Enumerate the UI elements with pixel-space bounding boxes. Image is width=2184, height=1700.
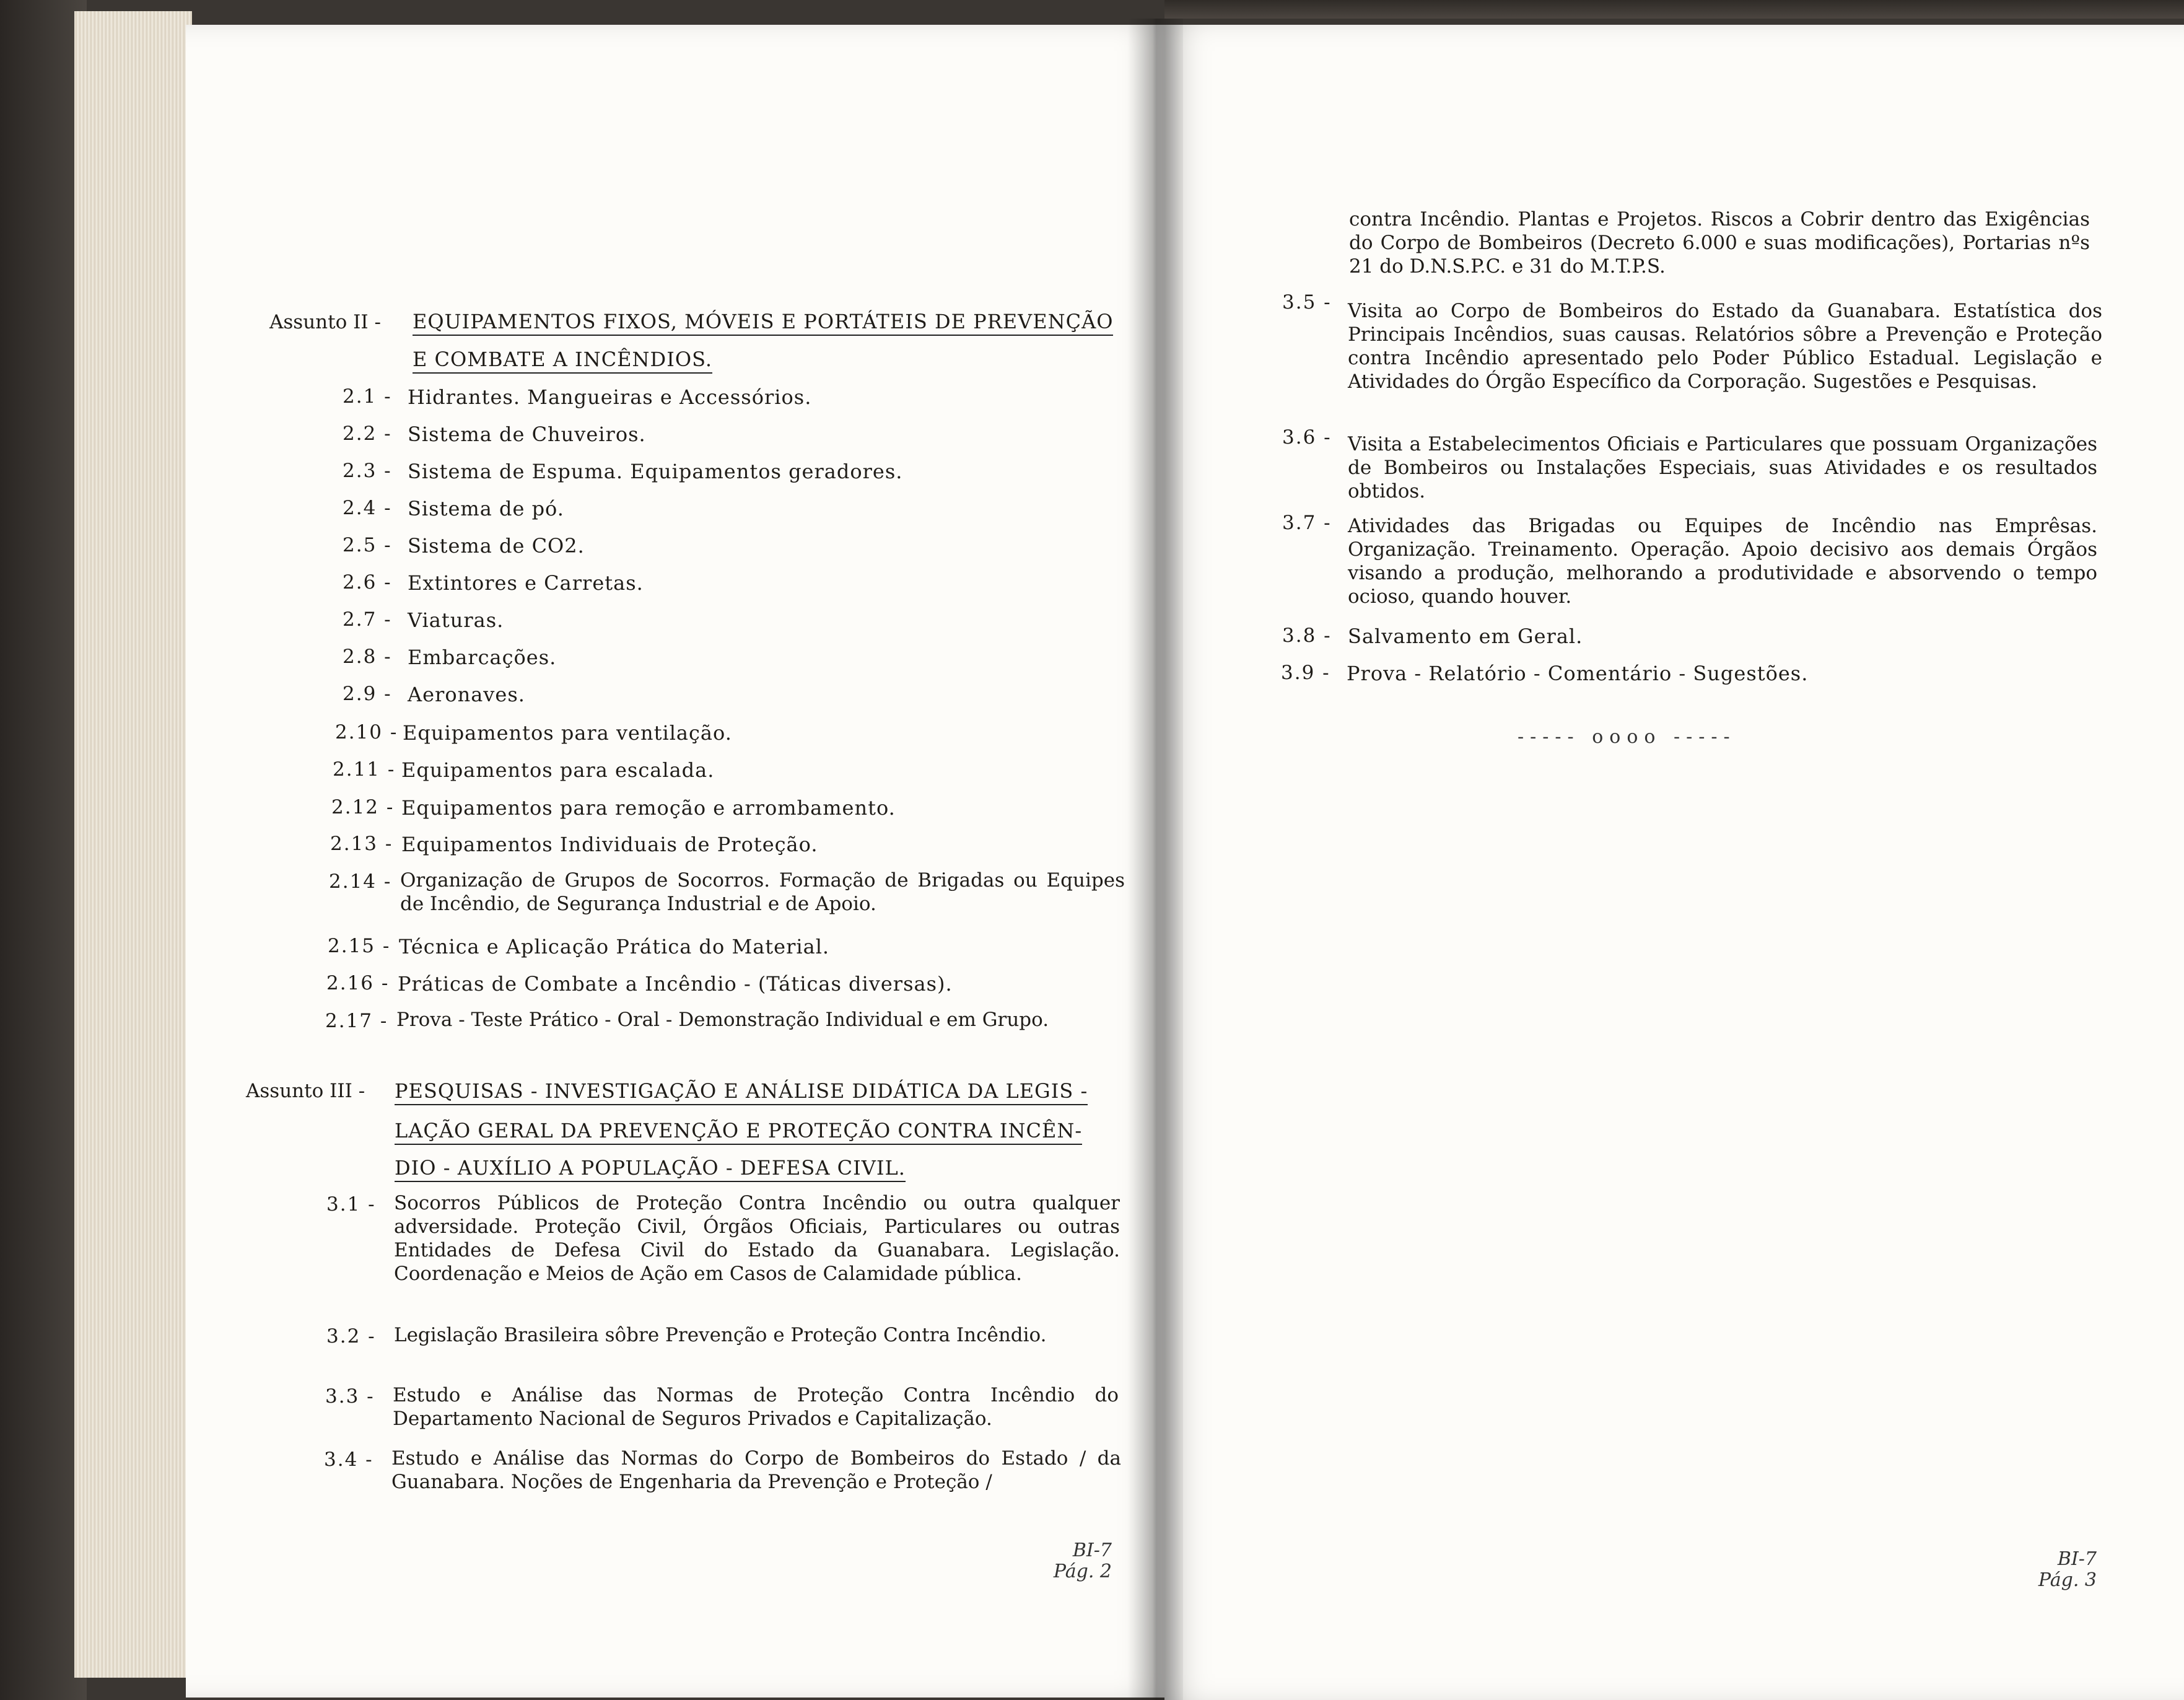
- item-2-3-number: 2.3 -: [343, 460, 392, 482]
- item-2-2-text: Sistema de Chuveiros.: [408, 423, 646, 446]
- item-2-11-number: 2.11 -: [333, 758, 396, 781]
- item-3-2-number: 3.2 -: [326, 1325, 376, 1347]
- item-3-2-text: Legislação Brasileira sôbre Prevenção e Proteção Contra Incêndio.: [394, 1324, 1047, 1346]
- item-3-6-number: 3.6 -: [1282, 426, 1332, 449]
- item-2-5-text: Sistema de CO2.: [408, 534, 585, 558]
- item-2-10-number: 2.10 -: [335, 721, 398, 743]
- continued-text: contra Incêndio. Plantas e Projetos. Riscos a Cobrir dentro das Exigências do Corpo de Bombeiros (Decreto 6.000 e suas modificações), Portarias nºs 21 do D.N.S.P.C. e 31 do M.T.P.S.: [1349, 208, 2090, 278]
- subject-2-title-line-2: E COMBATE A INCÊNDIOS.: [413, 348, 712, 371]
- item-2-4-text: Sistema de pó.: [408, 497, 564, 520]
- item-2-2-number: 2.2 -: [343, 423, 392, 445]
- item-3-8-text: Salvamento em Geral.: [1348, 624, 1583, 648]
- scan-top-border: [1164, 0, 2184, 19]
- item-3-9-number: 3.9 -: [1281, 662, 1330, 684]
- subject-3-title-line-3: DIO - AUXÍLIO A POPULAÇÃO - DEFESA CIVIL.: [395, 1156, 906, 1180]
- item-2-5-number: 2.5 -: [343, 534, 392, 556]
- item-3-3-number: 3.3 -: [325, 1385, 375, 1408]
- item-2-17-text: Prova - Teste Prático - Oral - Demonstração Individual e em Grupo.: [396, 1009, 1049, 1031]
- right-page-code: BI-7: [2057, 1548, 2097, 1570]
- item-2-15-number: 2.15 -: [328, 935, 391, 957]
- left-page-number: Pág. 2: [1053, 1561, 1112, 1582]
- item-2-16-number: 2.16 -: [326, 972, 390, 994]
- item-2-3-text: Sistema de Espuma. Equipamentos geradores.: [408, 460, 903, 483]
- item-2-1-number: 2.1 -: [343, 385, 392, 408]
- item-2-7-text: Viaturas.: [408, 608, 504, 632]
- subject-3-label: Assunto III -: [246, 1080, 365, 1102]
- book-spine-shadow: [1127, 19, 1183, 1700]
- subject-2-title-line-1: EQUIPAMENTOS FIXOS, MÓVEIS E PORTÁTEIS DE PREVENÇÃO: [413, 310, 1113, 333]
- page-edges: [74, 11, 192, 1678]
- item-2-4-number: 2.4 -: [343, 497, 392, 519]
- section-separator: ----- oooo -----: [1518, 726, 1736, 748]
- item-3-3-text: Estudo e Análise das Normas de Proteção Contra Incêndio do Departamento Nacional de Seguros Privados e Capitalização.: [393, 1384, 1119, 1430]
- item-2-10-text: Equipamentos para ventilação.: [403, 721, 732, 745]
- item-2-14-number: 2.14 -: [329, 870, 392, 893]
- item-2-13-text: Equipamentos Individuais de Proteção.: [401, 833, 818, 856]
- item-2-12-text: Equipamentos para remoção e arrombamento.: [401, 796, 896, 820]
- subject-2-label: Assunto II -: [269, 311, 381, 333]
- item-3-6-text: Visita a Estabelecimentos Oficiais e Particulares que possuam Organizações de Bombeiros ou Instalações Especiais, suas Atividades e os resultados obtidos.: [1348, 433, 2097, 502]
- item-2-7-number: 2.7 -: [343, 608, 392, 631]
- item-2-6-number: 2.6 -: [343, 571, 392, 594]
- subject-3-title-line-1: PESQUISAS - INVESTIGAÇÃO E ANÁLISE DIDÁTICA DA LEGIS -: [395, 1079, 1088, 1103]
- book-edge-shadow: [0, 0, 87, 1700]
- item-2-9-text: Aeronaves.: [408, 683, 525, 706]
- item-3-4-number: 3.4 -: [324, 1448, 373, 1471]
- item-2-15-text: Técnica e Aplicação Prática do Material.: [399, 935, 830, 958]
- item-3-7-text: Atividades das Brigadas ou Equipes de Incêndio nas Emprêsas. Organização. Treinamento. Operação. Apoio decisivo aos demais Órgãos visando a produção, melhorando a produtividade e absorvendo o tempo ocioso, quando houver.: [1348, 515, 2097, 608]
- item-3-7-number: 3.7 -: [1282, 512, 1332, 534]
- item-3-5-number: 3.5 -: [1282, 291, 1332, 313]
- item-2-1-text: Hidrantes. Mangueiras e Accessórios.: [408, 385, 812, 409]
- item-2-11-text: Equipamentos para escalada.: [401, 758, 715, 782]
- item-3-1-text: Socorros Públicos de Proteção Contra Incêndio ou outra qualquer adversidade. Proteção Civil, Órgãos Oficiais, Particulares ou outras Entidades de Defesa Civil do Estado da Guanabara. Legislação. Coordenação e Meios de Ação em Casos de Calamidade pública.: [394, 1192, 1120, 1285]
- item-2-16-text: Práticas de Combate a Incêndio - (Táticas diversas).: [398, 972, 953, 996]
- item-2-8-number: 2.8 -: [343, 646, 392, 668]
- item-3-4-text: Estudo e Análise das Normas do Corpo de Bombeiros do Estado / da Guanabara. Noções de Engenharia da Prevenção e Proteção /: [391, 1447, 1121, 1493]
- item-2-14-text: Organização de Grupos de Socorros. Formação de Brigadas ou Equipes de Incêndio, de Segurança Industrial e de Apoio.: [400, 869, 1125, 915]
- left-page-code: BI-7: [1072, 1540, 1112, 1561]
- item-2-13-number: 2.13 -: [330, 833, 393, 855]
- item-2-9-number: 2.9 -: [343, 683, 392, 705]
- item-2-6-text: Extintores e Carretas.: [408, 571, 644, 595]
- item-3-1-number: 3.1 -: [326, 1193, 376, 1216]
- right-page-number: Pág. 3: [2038, 1569, 2097, 1591]
- item-3-9-text: Prova - Relatório - Comentário - Sugestões.: [1347, 662, 1809, 685]
- subject-3-title-line-2: LAÇÃO GERAL DA PREVENÇÃO E PROTEÇÃO CONTRA INCÊN-: [395, 1119, 1082, 1142]
- item-2-8-text: Embarcações.: [408, 646, 557, 669]
- item-2-17-number: 2.17 -: [325, 1010, 388, 1032]
- item-3-5-text: Visita ao Corpo de Bombeiros do Estado da Guanabara. Estatística dos Principais Incêndios, suas causas. Relatórios sôbre a Prevenção e Proteção contra Incêndio apresentado pelo Poder Público Estadual. Legislação e Atividades do Órgão Específico da Corporação. Sugestões e Pesquisas.: [1348, 300, 2102, 393]
- item-3-8-number: 3.8 -: [1282, 624, 1332, 647]
- item-2-12-number: 2.12 -: [331, 796, 395, 818]
